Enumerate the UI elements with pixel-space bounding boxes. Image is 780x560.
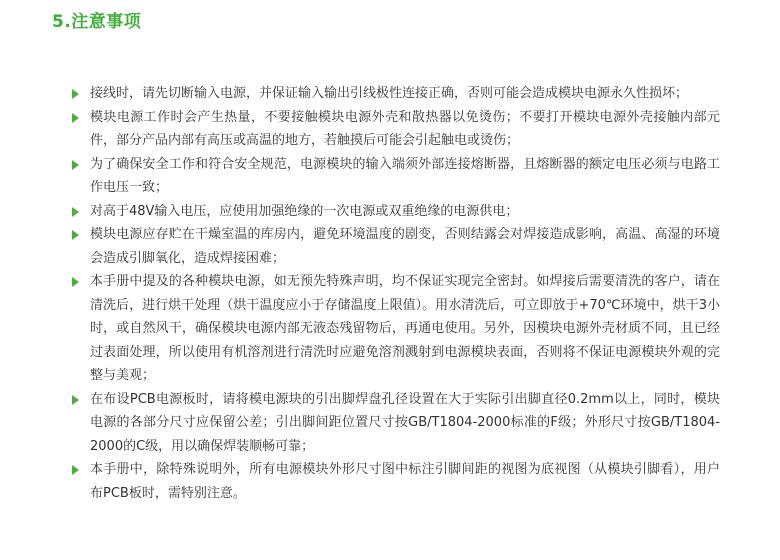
note-item — [72, 270, 720, 388]
notes-list — [72, 82, 720, 505]
triangle-bullet-icon — [72, 160, 79, 170]
note-text: 本手册中提及的各种模块电源，如无预先特殊声明，均不保证实现完全密封。如焊接后需要清洗的客户，请在清洗后，进行烘干处理（烘干温度应小于存储温度上限值）。用水清洗后，可立即放于+70℃环境中，烘干3小时，或自然风干，确保模块电源内部无液态残留物后，再通电使用。另外，因模块电源外壳材质不同，且已经过表面处理，所以使用有机溶剂进行清洗时应避免溶剂溅射到电源模块表面，否则将不保证电源模块外观的完整与美观； — [90, 274, 720, 383]
note-item — [72, 223, 720, 270]
note-text: 本手册中，除特殊说明外，所有电源模块外形尺寸图中标注引脚间距的视图为底视图（从模块引脚看），用户布PCB板时，需特别注意。 — [90, 462, 720, 501]
note-text: 模块电源应存贮在干燥室温的库房内，避免环境温度的剧变，否则结露会对焊接造成影响，高温、高湿的环境会造成引脚氧化，造成焊接困难； — [90, 227, 720, 266]
section-title: 5.注意事项 — [52, 12, 142, 32]
triangle-bullet-icon — [72, 395, 79, 405]
note-item — [72, 153, 720, 200]
note-text: 为了确保安全工作和符合安全规范，电源模块的输入端须外部连接熔断器，且熔断器的额定电压必须与电路工作电压一致； — [90, 156, 720, 195]
triangle-bullet-icon — [72, 113, 79, 123]
note-item — [72, 200, 720, 224]
note-item — [72, 458, 720, 505]
note-text: 模块电源工作时会产生热量，不要接触模块电源外壳和散热器以免烫伤；不要打开模块电源外壳接触内部元件，部分产品内部有高压或高温的地方，若触摸后可能会引起触电或烫伤； — [90, 109, 720, 148]
triangle-bullet-icon — [72, 230, 79, 240]
note-text: 接线时，请先切断输入电源，并保证输入输出引线极性连接正确，否则可能会造成模块电源永久性损坏； — [90, 86, 689, 101]
triangle-bullet-icon — [72, 207, 79, 217]
note-item — [72, 388, 720, 459]
note-item — [72, 106, 720, 153]
triangle-bullet-icon — [72, 277, 79, 287]
triangle-bullet-icon — [72, 89, 79, 99]
note-text: 对高于48V输入电压，应使用加强绝缘的一次电源或双重绝缘的电源供电； — [90, 203, 519, 219]
note-item — [72, 82, 720, 106]
note-text: 在布设PCB电源板时，请将模电源块的引出脚焊盘孔径设置在大于实际引出脚直径0.2mm以上，同时，模块电源的各部分尺寸应保留公差；引出脚间距位置尺寸按GB/T1804-2000标准的F级；外形尺寸按GB/T1804-2000的C级，用以确保焊装顺畅可靠； — [90, 391, 720, 454]
triangle-bullet-icon — [72, 465, 79, 475]
